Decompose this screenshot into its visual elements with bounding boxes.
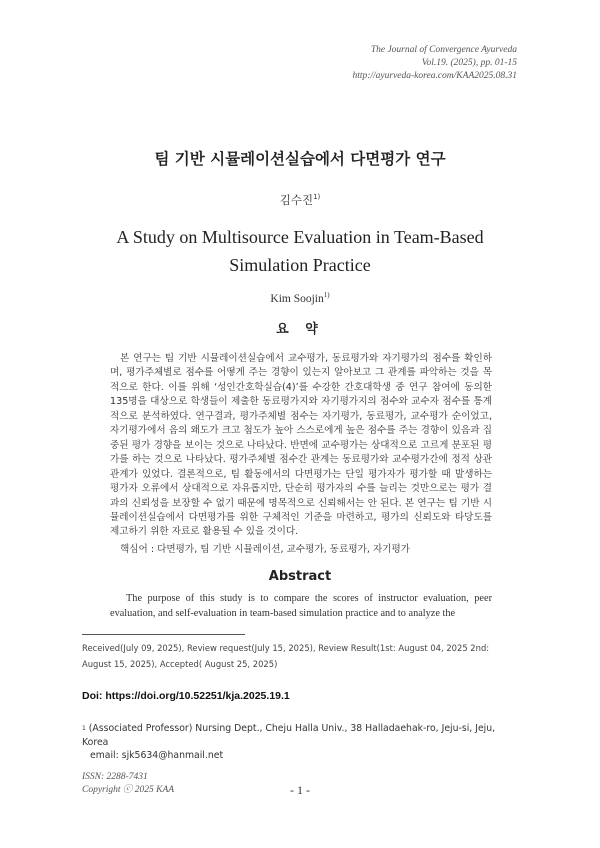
doi-link[interactable]: Doi: https://doi.org/10.52251/kja.2025.19.1 xyxy=(82,690,290,702)
copyright: Copyright ⓒ 2025 KAA xyxy=(82,785,175,795)
author-affiliation xyxy=(82,722,518,763)
keywords: 핵심어 : 다면평가, 팀 기반 시뮬레이션, 교수평가, 동료평가, 자기평가 xyxy=(120,544,411,555)
korean-abstract-heading: 요 약 xyxy=(276,322,324,337)
korean-author xyxy=(0,192,600,208)
korean-author-footnote-mark: 1) xyxy=(313,193,321,202)
affiliation-mark: 1 xyxy=(82,725,86,732)
english-title-line-1: A Study on Multisource Evaluation in Team-Based xyxy=(116,227,484,247)
english-abstract-body: The purpose of this study is to compare the scores of instructor evaluation, peer evaluation, and self-evaluation in team-based simulation practice and to analyze the xyxy=(110,593,492,619)
journal-url: http://ayurveda-korea.com/KAA2025.08.31 xyxy=(352,71,517,81)
received-dates: Received(July 09, 2025), Review request(July 15, 2025), Review Result(1st: August 04, 2025 2nd: August 15, 2025), Accepted( August 25, 2025) xyxy=(82,643,490,669)
journal-volume: Vol.19. (2025), pp. 01-15 xyxy=(421,58,517,68)
footnote-divider xyxy=(82,634,245,635)
journal-name: The Journal of Convergence Ayurveda xyxy=(370,45,517,55)
journal-header xyxy=(352,44,517,83)
page-number: - 1 - xyxy=(290,783,310,797)
english-abstract-heading: Abstract xyxy=(268,569,332,584)
issn: ISSN: 2288-7431 xyxy=(82,772,148,782)
korean-author-name: 김수진 xyxy=(279,193,314,207)
english-title xyxy=(0,223,600,279)
english-title-line-2: Simulation Practice xyxy=(229,255,371,275)
korean-abstract-body: 본 연구는 팀 기반 시뮬레이션실습에서 교수평가, 동료평가와 자기평가의 점수를 확인하며, 평가주체별로 점수를 어떻게 주는 경향이 있는지 알아보고 그 관계를 파악하는 것을 목적으로 한다. 이를 위해 ‘성인간호학실습(4)’를 수강한 간호대학생 중 연구 참여에 동의한 135명을 대상으로 학생들이 제출한 동료평가지와 자기평가지의 점수와 교수자 점수를 통계적으로 분석하였다. 연구결과, 평가주체별 점수는 자기평가, 동료평가, 교수평가 순이었고, 자기평가에서 음의 왜도가 크고 첨도가 높아 스스로에게 높은 점수를 주는 경향이 있음과 집중된 평가 경향을 보이는 것으로 나타났다. 반면에 교수평가는 상대적으로 고르게 분포된 평가를 하는 것으로 나타났다. 평가주체별 점수간 관계는 동료평가와 교수평가간에 정적 상관관계가 있었다. 결론적으로, 팀 활동에서의 다면평가는 단일 평가자가 평가할 때 발생하는 평가자 오류에서 상대적으로 자유롭지만, 단순히 평가자의 수를 늘리는 것만으로는 평가 결과의 신뢰성을 보장할 수 없기 때문에 명목적으로 신뢰해서는 안 된다. 본 연구는 팀 기반 시뮬레이션실습에서 다면평가를 위한 구체적인 기준을 마련하고, 평가의 신뢰도와 타당도를 제고하기 위한 자료로 활용될 수 있을 것이다. xyxy=(110,353,492,538)
korean-title: 팀 기반 시뮬레이션실습에서 다면평가 연구 xyxy=(154,150,446,168)
english-author-footnote-mark: 1) xyxy=(323,291,330,299)
english-author xyxy=(0,291,600,305)
english-author-name: Kim Soojin xyxy=(270,292,324,305)
author-email[interactable]: email: sjk5634@hanmail.net xyxy=(90,750,224,761)
affiliation-text: (Associated Professor) Nursing Dept., Cheju Halla Univ., 38 Halladaehak-ro, Jeju-si, Jeju, Korea xyxy=(82,723,496,748)
